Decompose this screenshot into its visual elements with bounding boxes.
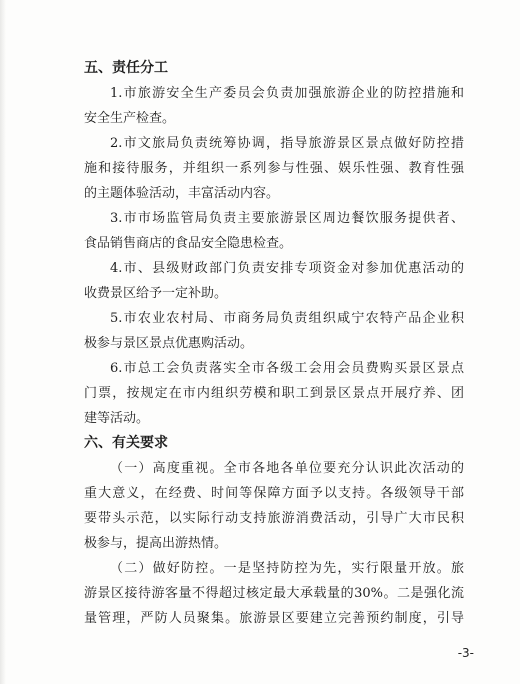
section-6-item-1 <box>84 456 464 556</box>
text-line: 的主题体验活动，丰富活动内容。 <box>84 186 280 201</box>
text-line: 2.市文旅局负责统筹协调，指导旅游景区景点做好防控措 <box>110 136 464 151</box>
text-line: 极参与景区景点优惠购活动。 <box>84 336 254 351</box>
text-line: 1.市旅游安全生产委员会负责加强旅游企业的防控措施和 <box>110 86 464 101</box>
section-5-item-6 <box>84 356 464 431</box>
text-line: 施和接待服务，并组织一系列参与性强、娱乐性强、教育性强 <box>84 161 464 176</box>
text-line: 游景区接待游客量不得超过核定最大承载量的30%。二是强化流 <box>84 586 464 601</box>
text-line: 建等活动。 <box>84 411 150 426</box>
text-line: 门票，按规定在市内组织劳模和职工到景区景点开展疗养、团 <box>84 386 464 401</box>
text-line: 6.市总工会负责落实全市各级工会用会员费购买景区景点 <box>110 361 464 376</box>
text-line: （二）做好防控。一是坚持防控为先，实行限量开放。旅 <box>110 561 464 576</box>
text-line: 3.市市场监管局负责主要旅游景区周边餐饮服务提供者、 <box>110 211 464 226</box>
section-6-heading: 六、有关要求 <box>84 435 168 451</box>
text-line: 要带头示范，以实际行动支持旅游消费活动，引导广大市民积 <box>84 511 464 526</box>
text-line: 食品销售商店的食品安全隐患检查。 <box>84 236 293 251</box>
text-line: 极参与，提高出游热情。 <box>84 536 228 551</box>
document-body <box>84 56 464 631</box>
section-5-item-1 <box>84 81 464 131</box>
text-line: （一）高度重视。全市各地各单位要充分认识此次活动的 <box>110 461 464 476</box>
page-edge-shadow <box>0 0 6 684</box>
text-line: 收费景区给予一定补助。 <box>84 286 228 301</box>
section-5-item-2 <box>84 131 464 206</box>
text-line: 5.市农业农村局、市商务局负责组织咸宁农特产品企业积 <box>110 311 464 326</box>
section-5-heading: 五、责任分工 <box>84 60 168 76</box>
section-5-item-3 <box>84 206 464 256</box>
text-line: 重大意义，在经费、时间等保障方面予以支持。各级领导干部 <box>84 486 464 501</box>
text-line: 4.市、县级财政部门负责安排专项资金对参加优惠活动的 <box>110 261 464 276</box>
section-6-item-2 <box>84 556 464 631</box>
text-line: 量管理，严防人员聚集。旅游景区要建立完善预约制度，引导 <box>84 611 464 626</box>
section-5-item-4 <box>84 256 464 306</box>
section-5-item-5 <box>84 306 464 356</box>
page-number: -3- <box>457 646 474 660</box>
text-line: 安全生产检查。 <box>84 111 176 126</box>
